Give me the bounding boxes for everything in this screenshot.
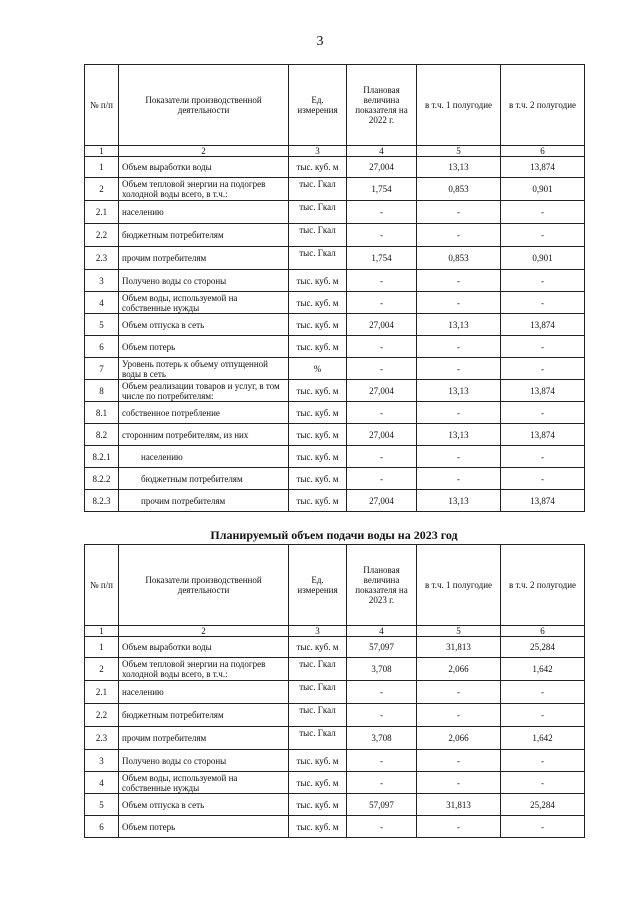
row-h1-value: - (417, 270, 501, 292)
row-plan-value: - (347, 270, 417, 292)
row-unit: тыс. Гкал (289, 178, 347, 201)
table-row (85, 658, 585, 681)
row-h1-value: - (417, 201, 501, 224)
row-h1-value: - (417, 358, 501, 380)
row-plan-value: - (347, 750, 417, 772)
table-row (85, 750, 585, 772)
column-number: 5 (417, 146, 501, 157)
row-number: 4 (85, 772, 119, 794)
table-row (85, 247, 585, 270)
row-indicator: населению (119, 201, 289, 224)
table-row (85, 468, 585, 490)
row-unit: тыс. куб. м (289, 637, 347, 658)
row-plan-value: 27,004 (347, 314, 417, 336)
table-row (85, 178, 585, 201)
row-number: 5 (85, 314, 119, 336)
row-indicator: Объем выработки воды (119, 157, 289, 178)
row-plan-value: 57,097 (347, 794, 417, 816)
table-row (85, 157, 585, 178)
row-number: 1 (85, 157, 119, 178)
column-number: 5 (417, 626, 501, 637)
table-row (85, 336, 585, 358)
row-indicator: Объем воды, используемой на собственные нужды (119, 292, 289, 314)
column-number: 2 (119, 626, 289, 637)
row-indicator: прочим потребителям (119, 247, 289, 270)
row-plan-value: - (347, 468, 417, 490)
row-h2-value: 25,284 (501, 794, 585, 816)
row-plan-value: - (347, 358, 417, 380)
col-h2-header: в т.ч. 2 полугодие (501, 65, 585, 146)
row-indicator: бюджетным потребителям (119, 704, 289, 727)
column-number: 3 (289, 626, 347, 637)
col-number-header: № п/п (85, 545, 119, 626)
row-plan-value: - (347, 201, 417, 224)
row-indicator: собственное потребление (119, 402, 289, 424)
table-row (85, 380, 585, 402)
row-plan-value: 1,754 (347, 247, 417, 270)
table-row (85, 314, 585, 336)
column-number: 6 (501, 146, 585, 157)
production-table-2022 (84, 64, 585, 512)
column-number: 6 (501, 626, 585, 637)
col-indicator-header: Показатели производственной деятельности (119, 65, 289, 146)
row-indicator: бюджетным потребителям (119, 224, 289, 247)
row-number: 6 (85, 336, 119, 358)
row-h1-value: 0,853 (417, 178, 501, 201)
row-indicator: бюджетным потребителям (119, 468, 289, 490)
row-number: 2 (85, 658, 119, 681)
row-plan-value: 1,754 (347, 178, 417, 201)
row-number: 8.2 (85, 424, 119, 446)
row-h1-value: - (417, 224, 501, 247)
row-h1-value: 13,13 (417, 424, 501, 446)
row-number: 8.2.1 (85, 446, 119, 468)
row-plan-value: - (347, 336, 417, 358)
row-h1-value: 13,13 (417, 314, 501, 336)
row-unit: % (289, 358, 347, 380)
col-plan-header: Плановая величина показателя на 2023 г. (347, 545, 417, 626)
row-plan-value: 27,004 (347, 424, 417, 446)
row-unit: тыс. куб. м (289, 750, 347, 772)
row-unit: тыс. Гкал (289, 224, 347, 247)
row-h2-value: 13,874 (501, 314, 585, 336)
row-unit: тыс. Гкал (289, 681, 347, 704)
row-indicator: Объем тепловой энергии на подогрев холодной воды всего, в т.ч.: (119, 178, 289, 201)
row-h1-value: - (417, 468, 501, 490)
table-row (85, 270, 585, 292)
row-unit: тыс. куб. м (289, 157, 347, 178)
section-title: Планируемый объем подачи воды на 2023 год (210, 528, 458, 542)
row-h1-value: 13,13 (417, 490, 501, 512)
row-h2-value: - (501, 772, 585, 794)
table-row (85, 201, 585, 224)
row-h1-value: 0,853 (417, 247, 501, 270)
table-row (85, 681, 585, 704)
row-h2-value: 13,874 (501, 490, 585, 512)
row-number: 2.1 (85, 681, 119, 704)
row-h2-value: - (501, 446, 585, 468)
row-h1-value: - (417, 772, 501, 794)
row-plan-value: - (347, 446, 417, 468)
row-h2-value: 1,642 (501, 658, 585, 681)
column-number: 4 (347, 146, 417, 157)
col-h1-header: в т.ч. 1 полугодие (417, 65, 501, 146)
row-indicator: сторонним потребителям, из них (119, 424, 289, 446)
row-unit: тыс. куб. м (289, 402, 347, 424)
row-h2-value: 1,642 (501, 727, 585, 750)
row-indicator: Объем потерь (119, 816, 289, 838)
column-number-row (85, 626, 585, 637)
row-unit: тыс. куб. м (289, 336, 347, 358)
table-row (85, 292, 585, 314)
column-number-row (85, 146, 585, 157)
row-number: 1 (85, 637, 119, 658)
table-row (85, 637, 585, 658)
row-unit: тыс. куб. м (289, 270, 347, 292)
row-h2-value: 25,284 (501, 637, 585, 658)
row-h1-value: - (417, 681, 501, 704)
row-number: 7 (85, 358, 119, 380)
row-h1-value: - (417, 446, 501, 468)
row-unit: тыс. куб. м (289, 380, 347, 402)
row-unit: тыс. куб. м (289, 292, 347, 314)
row-unit: тыс. куб. м (289, 490, 347, 512)
row-h2-value: - (501, 292, 585, 314)
row-unit: тыс. Гкал (289, 704, 347, 727)
row-h2-value: - (501, 750, 585, 772)
row-indicator: населению (119, 446, 289, 468)
row-number: 6 (85, 816, 119, 838)
col-indicator-header: Показатели производственной деятельности (119, 545, 289, 626)
row-unit: тыс. Гкал (289, 727, 347, 750)
row-h1-value: 2,066 (417, 658, 501, 681)
column-number: 4 (347, 626, 417, 637)
row-unit: тыс. куб. м (289, 468, 347, 490)
row-h2-value: - (501, 681, 585, 704)
row-plan-value: - (347, 402, 417, 424)
row-number: 2.2 (85, 224, 119, 247)
row-h2-value: - (501, 224, 585, 247)
row-number: 3 (85, 270, 119, 292)
row-h1-value: - (417, 816, 501, 838)
col-h2-header: в т.ч. 2 полугодие (501, 545, 585, 626)
row-number: 2.3 (85, 727, 119, 750)
table-row (85, 816, 585, 838)
row-number: 5 (85, 794, 119, 816)
row-plan-value: 27,004 (347, 380, 417, 402)
row-unit: тыс. куб. м (289, 424, 347, 446)
col-plan-header: Плановая величина показателя на 2022 г. (347, 65, 417, 146)
row-number: 8.2.3 (85, 490, 119, 512)
row-plan-value: 57,097 (347, 637, 417, 658)
row-h2-value: - (501, 704, 585, 727)
row-h2-value: - (501, 468, 585, 490)
row-h2-value: 13,874 (501, 424, 585, 446)
row-number: 3 (85, 750, 119, 772)
table-row (85, 446, 585, 468)
row-indicator: Получено воды со стороны (119, 750, 289, 772)
row-unit: тыс. куб. м (289, 816, 347, 838)
col-unit-header: Ед. измерения (289, 65, 347, 146)
header-row (85, 65, 585, 146)
table-row (85, 772, 585, 794)
row-unit: тыс. куб. м (289, 314, 347, 336)
row-plan-value: 27,004 (347, 490, 417, 512)
row-h2-value: 13,874 (501, 380, 585, 402)
row-indicator: населению (119, 681, 289, 704)
table-row (85, 727, 585, 750)
row-number: 4 (85, 292, 119, 314)
row-h1-value: - (417, 292, 501, 314)
row-plan-value: - (347, 816, 417, 838)
row-plan-value: - (347, 292, 417, 314)
row-h1-value: 2,066 (417, 727, 501, 750)
column-number: 3 (289, 146, 347, 157)
row-h2-value: - (501, 336, 585, 358)
row-h2-value: - (501, 201, 585, 224)
row-h1-value: 31,813 (417, 794, 501, 816)
row-indicator: прочим потребителям (119, 727, 289, 750)
row-number: 2.2 (85, 704, 119, 727)
table-row (85, 224, 585, 247)
row-h1-value: 13,13 (417, 157, 501, 178)
table-row (85, 424, 585, 446)
row-number: 2.1 (85, 201, 119, 224)
row-plan-value: - (347, 704, 417, 727)
table-row (85, 402, 585, 424)
page-number: 3 (316, 34, 324, 49)
row-number: 2.3 (85, 247, 119, 270)
row-number: 2 (85, 178, 119, 201)
table-row (85, 490, 585, 512)
row-h2-value: 0,901 (501, 247, 585, 270)
row-h1-value: 13,13 (417, 380, 501, 402)
row-plan-value: - (347, 681, 417, 704)
row-h1-value: - (417, 704, 501, 727)
row-plan-value: 3,708 (347, 727, 417, 750)
production-table-2023 (84, 544, 585, 838)
row-h1-value: - (417, 402, 501, 424)
col-unit-header: Ед. измерения (289, 545, 347, 626)
column-number: 1 (85, 626, 119, 637)
row-indicator: Объем отпуска в сеть (119, 314, 289, 336)
row-unit: тыс. Гкал (289, 201, 347, 224)
column-number: 2 (119, 146, 289, 157)
header-row (85, 545, 585, 626)
table-body (85, 637, 585, 838)
column-number: 1 (85, 146, 119, 157)
table-body (85, 157, 585, 512)
col-h1-header: в т.ч. 1 полугодие (417, 545, 501, 626)
row-unit: тыс. куб. м (289, 446, 347, 468)
row-h2-value: - (501, 402, 585, 424)
row-unit: тыс. Гкал (289, 247, 347, 270)
row-indicator: Уровень потерь к объему отпущенной воды в сеть (119, 358, 289, 380)
row-indicator: Получено воды со стороны (119, 270, 289, 292)
col-number-header: № п/п (85, 65, 119, 146)
row-indicator: Объем тепловой энергии на подогрев холодной воды всего, в т.ч.: (119, 658, 289, 681)
row-number: 8.2.2 (85, 468, 119, 490)
table-row (85, 794, 585, 816)
row-indicator: Объем выработки воды (119, 637, 289, 658)
table-row (85, 358, 585, 380)
row-h2-value: - (501, 358, 585, 380)
row-h1-value: - (417, 750, 501, 772)
row-indicator: Объем воды, используемой на собственные нужды (119, 772, 289, 794)
table-row (85, 704, 585, 727)
row-unit: тыс. куб. м (289, 794, 347, 816)
row-h1-value: 31,813 (417, 637, 501, 658)
row-indicator: Объем потерь (119, 336, 289, 358)
row-plan-value: - (347, 772, 417, 794)
row-plan-value: 3,708 (347, 658, 417, 681)
row-h2-value: 0,901 (501, 178, 585, 201)
row-indicator: Объем реализации товаров и услуг, в том числе по потребителям: (119, 380, 289, 402)
row-unit: тыс. Гкал (289, 658, 347, 681)
row-h2-value: - (501, 816, 585, 838)
row-unit: тыс. куб. м (289, 772, 347, 794)
row-indicator: прочим потребителям (119, 490, 289, 512)
row-h2-value: - (501, 270, 585, 292)
row-number: 8.1 (85, 402, 119, 424)
row-number: 8 (85, 380, 119, 402)
row-plan-value: - (347, 224, 417, 247)
row-h2-value: 13,874 (501, 157, 585, 178)
row-plan-value: 27,004 (347, 157, 417, 178)
row-h1-value: - (417, 336, 501, 358)
row-indicator: Объем отпуска в сеть (119, 794, 289, 816)
